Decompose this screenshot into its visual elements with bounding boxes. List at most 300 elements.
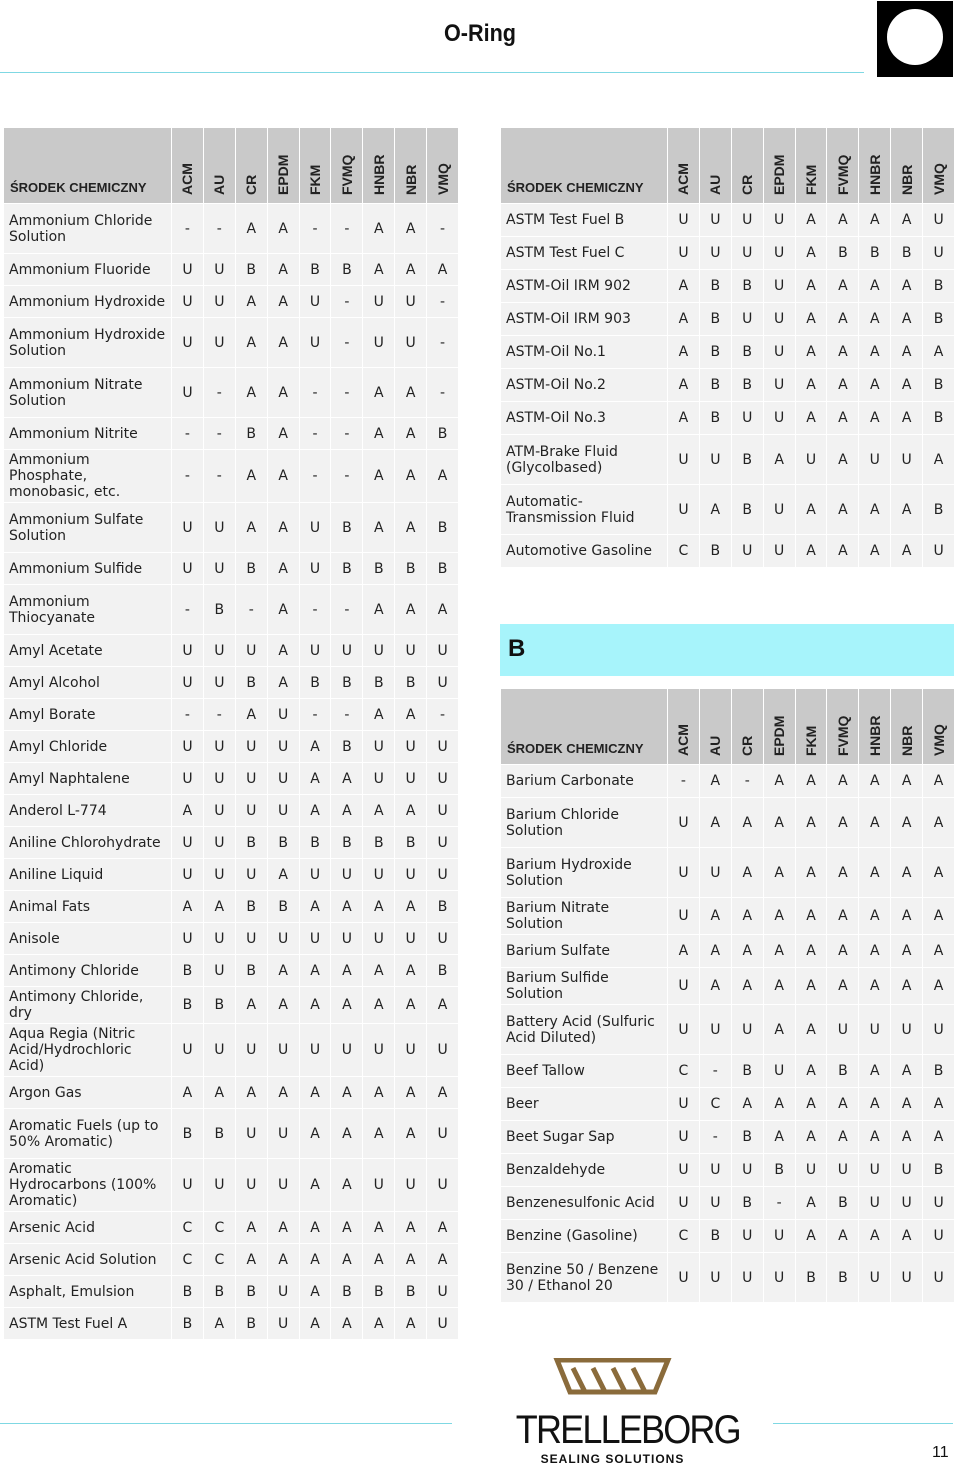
chemical-name: Antimony Chloride, dry bbox=[4, 987, 172, 1024]
rating-epdm: U bbox=[763, 535, 795, 568]
table-row bbox=[4, 1308, 459, 1340]
column-header-label: FKM bbox=[803, 725, 819, 756]
rating-vmq: U bbox=[427, 1276, 459, 1308]
rating-acm: U bbox=[668, 898, 700, 935]
column-header-hnbr bbox=[859, 689, 891, 765]
rating-cr: - bbox=[235, 585, 267, 635]
rating-fvmq: U bbox=[331, 1024, 363, 1077]
rating-fvmq: B bbox=[331, 503, 363, 553]
rating-hnbr: A bbox=[363, 368, 395, 418]
rating-vmq: U bbox=[923, 1220, 955, 1253]
rating-fvmq: - bbox=[331, 204, 363, 254]
rating-cr: B bbox=[235, 1276, 267, 1308]
rating-fkm: A bbox=[299, 1244, 331, 1276]
rating-fvmq: B bbox=[331, 553, 363, 585]
rating-hnbr: A bbox=[859, 968, 891, 1005]
rating-cr: B bbox=[235, 667, 267, 699]
rating-fkm: A bbox=[299, 731, 331, 763]
rating-acm: C bbox=[668, 535, 700, 568]
rating-acm: U bbox=[172, 1024, 204, 1077]
column-header-label: EPDM bbox=[275, 154, 292, 195]
rating-epdm: A bbox=[267, 204, 299, 254]
rating-vmq: A bbox=[923, 1088, 955, 1121]
rating-hnbr: A bbox=[363, 1077, 395, 1109]
chemical-name: Ammonium Nitrate Solution bbox=[4, 368, 172, 418]
rating-cr: U bbox=[731, 303, 763, 336]
chemical-name: Anisole bbox=[4, 923, 172, 955]
chemical-name: Battery Acid (Sulfuric Acid Diluted) bbox=[501, 1005, 668, 1055]
column-header-chemical: ŚRODEK CHEMICZNY bbox=[4, 128, 172, 204]
rating-fvmq: A bbox=[331, 1244, 363, 1276]
rating-nbr: U bbox=[395, 923, 427, 955]
rating-vmq: B bbox=[923, 270, 955, 303]
table-row bbox=[501, 765, 955, 798]
rating-nbr: U bbox=[891, 1154, 923, 1187]
rating-fvmq: U bbox=[331, 859, 363, 891]
table-row bbox=[4, 254, 459, 286]
rating-fvmq: A bbox=[827, 369, 859, 402]
rating-au: U bbox=[699, 237, 731, 270]
column-header-label: EPDM bbox=[771, 715, 788, 756]
rating-hnbr: A bbox=[363, 987, 395, 1024]
rating-acm: U bbox=[668, 848, 700, 898]
footer-divider-left bbox=[0, 1423, 452, 1424]
table-row bbox=[501, 402, 955, 435]
rating-fvmq: - bbox=[331, 585, 363, 635]
column-header-label: FVMQ bbox=[338, 154, 355, 195]
rating-vmq: U bbox=[427, 1308, 459, 1340]
rating-hnbr: A bbox=[363, 1308, 395, 1340]
table-row bbox=[4, 955, 459, 987]
rating-hnbr: A bbox=[859, 1055, 891, 1088]
rating-au: U bbox=[203, 955, 235, 987]
rating-hnbr: A bbox=[859, 336, 891, 369]
rating-acm: B bbox=[172, 1308, 204, 1340]
chemical-name: Barium Chloride Solution bbox=[501, 798, 668, 848]
rating-fkm: A bbox=[795, 1187, 827, 1220]
rating-au: B bbox=[699, 535, 731, 568]
rating-fkm: U bbox=[299, 318, 331, 368]
rating-au: - bbox=[203, 368, 235, 418]
rating-au: U bbox=[203, 1159, 235, 1212]
rating-hnbr: U bbox=[859, 1005, 891, 1055]
rating-epdm: U bbox=[763, 303, 795, 336]
rating-fkm: A bbox=[795, 935, 827, 968]
rating-au: U bbox=[203, 763, 235, 795]
rating-nbr: A bbox=[395, 1244, 427, 1276]
rating-hnbr: A bbox=[859, 270, 891, 303]
rating-cr: U bbox=[235, 731, 267, 763]
rating-fkm: U bbox=[299, 553, 331, 585]
rating-vmq: U bbox=[427, 795, 459, 827]
rating-epdm: - bbox=[763, 1187, 795, 1220]
column-header-acm bbox=[172, 128, 204, 204]
rating-fkm: A bbox=[299, 1077, 331, 1109]
rating-fkm: A bbox=[299, 763, 331, 795]
rating-acm: B bbox=[172, 955, 204, 987]
rating-hnbr: A bbox=[363, 418, 395, 450]
column-header-au bbox=[699, 128, 731, 204]
rating-epdm: A bbox=[763, 1088, 795, 1121]
rating-acm: C bbox=[668, 1220, 700, 1253]
rating-nbr: A bbox=[395, 368, 427, 418]
rating-fkm: - bbox=[299, 450, 331, 503]
chemical-name: ASTM-Oil IRM 902 bbox=[501, 270, 668, 303]
rating-fvmq: A bbox=[827, 1220, 859, 1253]
table-row bbox=[4, 585, 459, 635]
rating-cr: A bbox=[235, 1212, 267, 1244]
rating-hnbr: A bbox=[859, 798, 891, 848]
rating-au: U bbox=[699, 1005, 731, 1055]
chemical-name: ASTM-Oil No.3 bbox=[501, 402, 668, 435]
table-row bbox=[4, 891, 459, 923]
rating-vmq: A bbox=[923, 968, 955, 1005]
rating-cr: B bbox=[235, 827, 267, 859]
rating-nbr: B bbox=[395, 1276, 427, 1308]
rating-epdm: U bbox=[763, 485, 795, 535]
column-header-nbr bbox=[891, 128, 923, 204]
rating-cr: B bbox=[235, 418, 267, 450]
rating-hnbr: A bbox=[363, 254, 395, 286]
column-header-acm bbox=[668, 689, 700, 765]
rating-acm: A bbox=[668, 336, 700, 369]
rating-cr: A bbox=[731, 898, 763, 935]
rating-fvmq: - bbox=[331, 368, 363, 418]
rating-hnbr: A bbox=[363, 891, 395, 923]
rating-vmq: A bbox=[923, 798, 955, 848]
rating-epdm: A bbox=[267, 987, 299, 1024]
rating-cr: U bbox=[731, 237, 763, 270]
chemical-name: Barium Hydroxide Solution bbox=[501, 848, 668, 898]
rating-vmq: B bbox=[427, 955, 459, 987]
table-row bbox=[4, 286, 459, 318]
column-header-au bbox=[699, 689, 731, 765]
rating-nbr: A bbox=[891, 270, 923, 303]
rating-au: C bbox=[203, 1212, 235, 1244]
rating-acm: A bbox=[172, 891, 204, 923]
rating-fvmq: A bbox=[827, 270, 859, 303]
table-row bbox=[4, 827, 459, 859]
column-header-cr bbox=[731, 128, 763, 204]
rating-au: U bbox=[699, 1253, 731, 1303]
column-header-cr bbox=[731, 689, 763, 765]
rating-vmq: B bbox=[427, 503, 459, 553]
rating-fkm: A bbox=[299, 1109, 331, 1159]
rating-au: A bbox=[699, 798, 731, 848]
rating-fvmq: A bbox=[827, 336, 859, 369]
rating-hnbr: A bbox=[859, 485, 891, 535]
rating-acm: - bbox=[172, 204, 204, 254]
rating-au: U bbox=[699, 848, 731, 898]
table-row bbox=[4, 1109, 459, 1159]
rating-cr: B bbox=[235, 553, 267, 585]
rating-cr: A bbox=[235, 987, 267, 1024]
chemical-name: Automotive Gasoline bbox=[501, 535, 668, 568]
table-row bbox=[4, 1077, 459, 1109]
rating-hnbr: A bbox=[859, 369, 891, 402]
page-number: 11 bbox=[932, 1444, 949, 1461]
rating-acm: U bbox=[668, 1253, 700, 1303]
rating-au: U bbox=[699, 204, 731, 237]
rating-acm: - bbox=[172, 585, 204, 635]
column-header-label: AU bbox=[211, 174, 228, 195]
rating-au: B bbox=[699, 270, 731, 303]
rating-fvmq: A bbox=[827, 798, 859, 848]
rating-nbr: A bbox=[395, 987, 427, 1024]
column-header-label: CR bbox=[739, 174, 756, 195]
rating-vmq: - bbox=[427, 699, 459, 731]
table-row bbox=[4, 1212, 459, 1244]
rating-fvmq: A bbox=[827, 935, 859, 968]
column-header-fvmq bbox=[331, 128, 363, 204]
rating-au: C bbox=[203, 1244, 235, 1276]
rating-fkm: A bbox=[299, 1159, 331, 1212]
rating-nbr: A bbox=[891, 303, 923, 336]
rating-epdm: A bbox=[763, 968, 795, 1005]
rating-cr: B bbox=[731, 1121, 763, 1154]
trelleborg-logo bbox=[505, 1358, 740, 1466]
column-header-label: CR bbox=[243, 174, 260, 195]
rating-fvmq: B bbox=[331, 827, 363, 859]
rating-acm: U bbox=[172, 318, 204, 368]
rating-acm: U bbox=[172, 827, 204, 859]
rating-nbr: A bbox=[395, 254, 427, 286]
rating-vmq: A bbox=[923, 765, 955, 798]
rating-hnbr: A bbox=[363, 204, 395, 254]
rating-acm: - bbox=[172, 450, 204, 503]
rating-nbr: U bbox=[395, 731, 427, 763]
column-header-hnbr bbox=[363, 128, 395, 204]
rating-nbr: U bbox=[395, 859, 427, 891]
rating-vmq: - bbox=[427, 204, 459, 254]
rating-acm: U bbox=[172, 731, 204, 763]
table-row bbox=[501, 535, 955, 568]
table-row bbox=[501, 935, 955, 968]
rating-acm: U bbox=[668, 237, 700, 270]
chemical-name: Automatic-Transmission Fluid bbox=[501, 485, 668, 535]
rating-vmq: B bbox=[427, 891, 459, 923]
rating-epdm: A bbox=[267, 318, 299, 368]
rating-hnbr: A bbox=[363, 450, 395, 503]
rating-fvmq: A bbox=[331, 795, 363, 827]
rating-epdm: U bbox=[763, 369, 795, 402]
rating-au: U bbox=[203, 635, 235, 667]
chemical-name: Aromatic Hydrocarbons (100% Aromatic) bbox=[4, 1159, 172, 1212]
chemical-name: Argon Gas bbox=[4, 1077, 172, 1109]
rating-acm: B bbox=[172, 987, 204, 1024]
table-row bbox=[4, 1276, 459, 1308]
rating-cr: U bbox=[731, 1253, 763, 1303]
rating-epdm: A bbox=[763, 765, 795, 798]
rating-fkm: A bbox=[795, 1055, 827, 1088]
rating-vmq: B bbox=[923, 303, 955, 336]
rating-fkm: B bbox=[795, 1253, 827, 1303]
rating-vmq: U bbox=[427, 667, 459, 699]
rating-hnbr: A bbox=[859, 935, 891, 968]
rating-fkm: A bbox=[795, 1005, 827, 1055]
rating-epdm: U bbox=[267, 923, 299, 955]
rating-fkm: - bbox=[299, 585, 331, 635]
rating-acm: U bbox=[668, 1154, 700, 1187]
rating-acm: U bbox=[668, 435, 700, 485]
rating-fkm: - bbox=[299, 368, 331, 418]
rating-fvmq: U bbox=[331, 635, 363, 667]
table-row bbox=[501, 1154, 955, 1187]
rating-hnbr: A bbox=[859, 402, 891, 435]
rating-hnbr: U bbox=[363, 286, 395, 318]
rating-nbr: U bbox=[395, 286, 427, 318]
rating-nbr: A bbox=[891, 204, 923, 237]
table-row bbox=[4, 1244, 459, 1276]
rating-au: U bbox=[203, 923, 235, 955]
rating-hnbr: A bbox=[859, 848, 891, 898]
rating-nbr: A bbox=[395, 585, 427, 635]
table-row bbox=[501, 303, 955, 336]
rating-vmq: U bbox=[427, 1159, 459, 1212]
rating-nbr: U bbox=[891, 435, 923, 485]
rating-au: A bbox=[699, 765, 731, 798]
rating-nbr: U bbox=[891, 1005, 923, 1055]
table-row bbox=[501, 798, 955, 848]
rating-fkm: B bbox=[299, 254, 331, 286]
column-header-fkm bbox=[795, 689, 827, 765]
rating-cr: U bbox=[235, 859, 267, 891]
column-header-label: CR bbox=[739, 735, 756, 756]
rating-acm: U bbox=[668, 1005, 700, 1055]
column-header-chemical: ŚRODEK CHEMICZNY bbox=[501, 128, 668, 204]
rating-fkm: A bbox=[795, 798, 827, 848]
chemical-name: Barium Sulfate bbox=[501, 935, 668, 968]
rating-fvmq: A bbox=[827, 303, 859, 336]
rating-cr: A bbox=[731, 968, 763, 1005]
rating-fkm: U bbox=[299, 286, 331, 318]
rating-fkm: A bbox=[299, 1212, 331, 1244]
chemical-name: Benzine (Gasoline) bbox=[501, 1220, 668, 1253]
rating-hnbr: A bbox=[859, 1121, 891, 1154]
rating-epdm: A bbox=[267, 368, 299, 418]
chemical-name: Asphalt, Emulsion bbox=[4, 1276, 172, 1308]
rating-cr: A bbox=[235, 204, 267, 254]
rating-vmq: U bbox=[427, 731, 459, 763]
rating-fvmq: B bbox=[827, 1055, 859, 1088]
rating-cr: U bbox=[731, 535, 763, 568]
rating-nbr: A bbox=[891, 848, 923, 898]
table-header-row bbox=[501, 689, 955, 765]
column-header-label: NBR bbox=[898, 164, 915, 195]
rating-fkm: A bbox=[795, 237, 827, 270]
rating-au: - bbox=[203, 204, 235, 254]
rating-epdm: U bbox=[763, 336, 795, 369]
chemical-name: Anderol L-774 bbox=[4, 795, 172, 827]
section-letter: B bbox=[508, 635, 526, 662]
rating-au: A bbox=[699, 898, 731, 935]
rating-cr: A bbox=[731, 848, 763, 898]
rating-cr: B bbox=[731, 270, 763, 303]
chemical-name: Aqua Regia (Nitric Acid/Hydrochloric Acid) bbox=[4, 1024, 172, 1077]
rating-acm: U bbox=[668, 1187, 700, 1220]
chemical-name: Beef Tallow bbox=[501, 1055, 668, 1088]
rating-epdm: U bbox=[267, 795, 299, 827]
rating-fkm: A bbox=[795, 336, 827, 369]
rating-acm: U bbox=[172, 503, 204, 553]
rating-vmq: B bbox=[923, 1055, 955, 1088]
rating-acm: U bbox=[172, 553, 204, 585]
rating-nbr: A bbox=[395, 955, 427, 987]
rating-au: C bbox=[699, 1088, 731, 1121]
rating-epdm: A bbox=[763, 935, 795, 968]
chemical-name: ASTM Test Fuel B bbox=[501, 204, 668, 237]
column-header-label: VMQ bbox=[434, 162, 451, 195]
rating-hnbr: A bbox=[859, 765, 891, 798]
rating-epdm: A bbox=[763, 435, 795, 485]
rating-acm: U bbox=[668, 798, 700, 848]
chemical-name: Barium Sulfide Solution bbox=[501, 968, 668, 1005]
rating-nbr: A bbox=[395, 1077, 427, 1109]
table-row bbox=[501, 1253, 955, 1303]
rating-cr: U bbox=[235, 1024, 267, 1077]
rating-epdm: A bbox=[763, 798, 795, 848]
rating-nbr: A bbox=[891, 336, 923, 369]
rating-cr: B bbox=[235, 254, 267, 286]
rating-cr: A bbox=[235, 503, 267, 553]
table-row bbox=[501, 485, 955, 535]
table-header-row bbox=[4, 128, 459, 204]
column-header-fkm bbox=[299, 128, 331, 204]
rating-vmq: U bbox=[427, 859, 459, 891]
column-header-label: AU bbox=[707, 174, 724, 195]
rating-fkm: A bbox=[795, 270, 827, 303]
rating-nbr: A bbox=[891, 1220, 923, 1253]
column-header-label: NBR bbox=[898, 725, 915, 756]
chemical-name: ASTM-Oil No.1 bbox=[501, 336, 668, 369]
rating-fvmq: U bbox=[331, 923, 363, 955]
rating-cr: A bbox=[235, 1077, 267, 1109]
rating-fkm: A bbox=[299, 1308, 331, 1340]
rating-nbr: A bbox=[395, 418, 427, 450]
table-row bbox=[501, 1005, 955, 1055]
rating-acm: U bbox=[668, 968, 700, 1005]
rating-vmq: U bbox=[427, 763, 459, 795]
table-row bbox=[501, 369, 955, 402]
chemical-name: Ammonium Hydroxide bbox=[4, 286, 172, 318]
chemical-name: Ammonium Chloride Solution bbox=[4, 204, 172, 254]
rating-acm: C bbox=[172, 1244, 204, 1276]
rating-nbr: A bbox=[395, 1212, 427, 1244]
rating-au: B bbox=[203, 585, 235, 635]
rating-au: U bbox=[203, 318, 235, 368]
rating-fvmq: B bbox=[331, 667, 363, 699]
table-row bbox=[4, 859, 459, 891]
rating-epdm: A bbox=[267, 254, 299, 286]
rating-fkm: A bbox=[795, 204, 827, 237]
rating-au: A bbox=[699, 935, 731, 968]
rating-vmq: U bbox=[923, 237, 955, 270]
rating-nbr: A bbox=[891, 1055, 923, 1088]
rating-vmq: U bbox=[923, 1005, 955, 1055]
rating-cr: U bbox=[235, 795, 267, 827]
chemical-name: Ammonium Thiocyanate bbox=[4, 585, 172, 635]
column-header-nbr bbox=[395, 128, 427, 204]
rating-acm: U bbox=[668, 485, 700, 535]
column-header-label: AU bbox=[707, 735, 724, 756]
rating-vmq: B bbox=[923, 369, 955, 402]
rating-acm: U bbox=[668, 204, 700, 237]
rating-fkm: U bbox=[299, 503, 331, 553]
column-header-label: ACM bbox=[179, 162, 196, 195]
rating-fvmq: A bbox=[827, 848, 859, 898]
rating-fvmq: A bbox=[331, 1308, 363, 1340]
table-row bbox=[4, 503, 459, 553]
